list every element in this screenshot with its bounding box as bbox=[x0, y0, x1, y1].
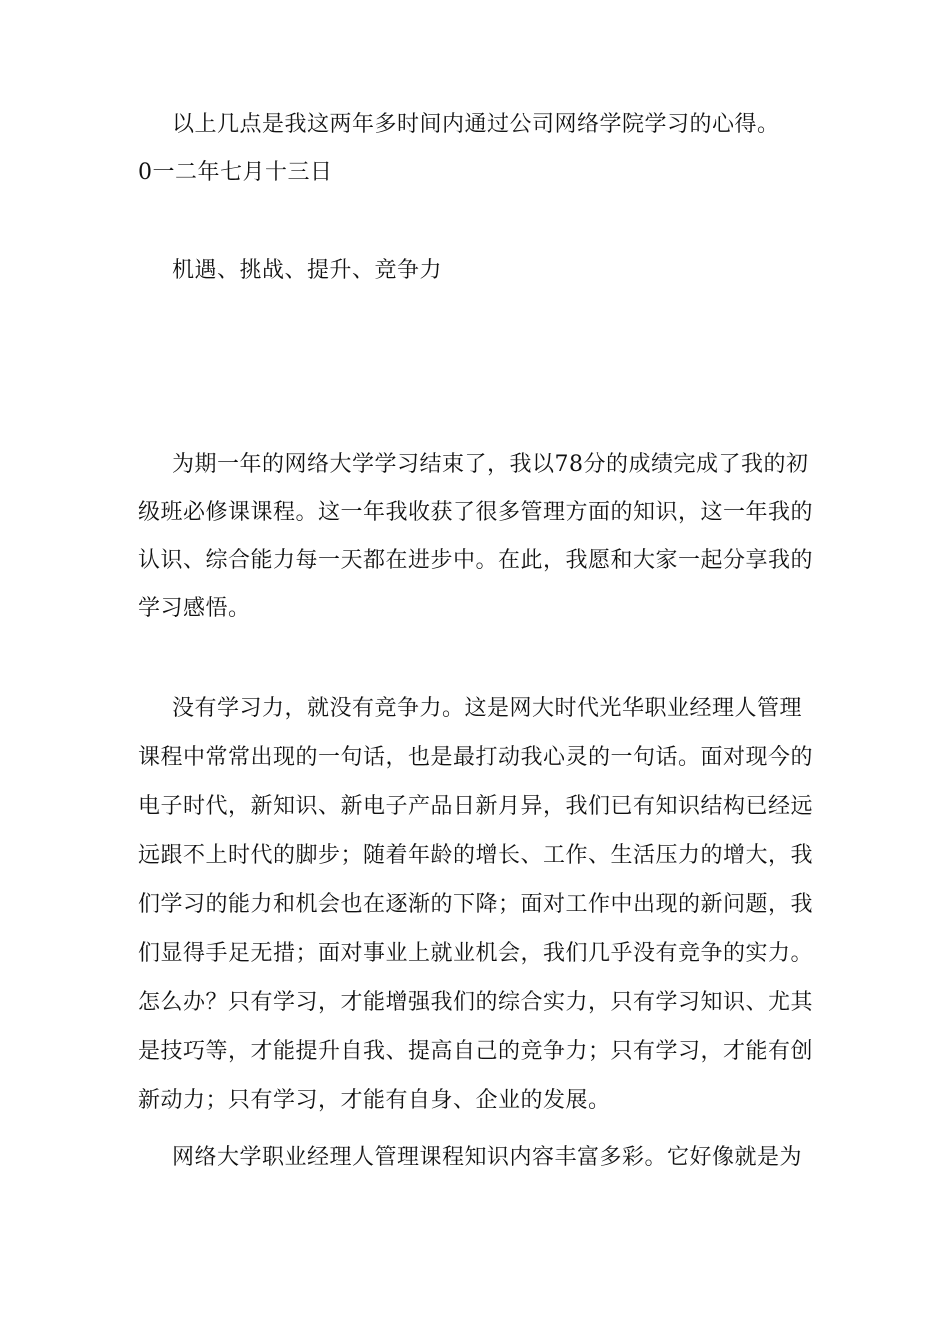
paragraph-line: 级班必修课课程。这一年我收获了很多管理方面的知识，这一年我的 bbox=[138, 500, 814, 525]
paragraph-line: 们学习的能力和机会也在逐渐的下降；面对工作中出现的新问题，我 bbox=[138, 892, 814, 917]
date-line: 0一二年七月十三日 bbox=[138, 160, 333, 185]
closing-line: 以上几点是我这两年多时间内通过公司网络学院学习的心得。 bbox=[172, 112, 780, 137]
paragraph-line: 们显得手足无措；面对事业上就业机会，我们几乎没有竞争的实力。 bbox=[138, 941, 814, 966]
paragraph-line: 是技巧等，才能提升自我、提高自己的竞争力；只有学习，才能有创 bbox=[138, 1039, 814, 1064]
paragraph-line: 课程中常常出现的一句话，也是最打动我心灵的一句话。面对现今的 bbox=[138, 745, 814, 770]
paragraph-line: 认识、综合能力每一天都在进步中。在此，我愿和大家一起分享我的 bbox=[138, 548, 814, 573]
paragraph-line: 新动力；只有学习，才能有自身、企业的发展。 bbox=[138, 1088, 611, 1113]
section-heading: 机遇、挑战、提升、竞争力 bbox=[172, 258, 443, 283]
paragraph-line: 没有学习力，就没有竞争力。这是网大时代光华职业经理人管理 bbox=[172, 696, 803, 721]
paragraph-line: 怎么办？只有学习，才能增强我们的综合实力，只有学习知识、尤其 bbox=[138, 990, 814, 1015]
paragraph-line: 学习感悟。 bbox=[138, 596, 251, 621]
paragraph-line: 远跟不上时代的脚步；随着年龄的增长、工作、生活压力的增大，我 bbox=[138, 843, 814, 868]
paragraph-line: 电子时代，新知识、新电子产品日新月异，我们已有知识结构已经远 bbox=[138, 794, 814, 819]
paragraph-line: 为期一年的网络大学学习结束了，我以78分的成绩完成了我的初 bbox=[172, 452, 809, 477]
paragraph-line: 网络大学职业经理人管理课程知识内容丰富多彩。它好像就是为 bbox=[172, 1145, 803, 1170]
